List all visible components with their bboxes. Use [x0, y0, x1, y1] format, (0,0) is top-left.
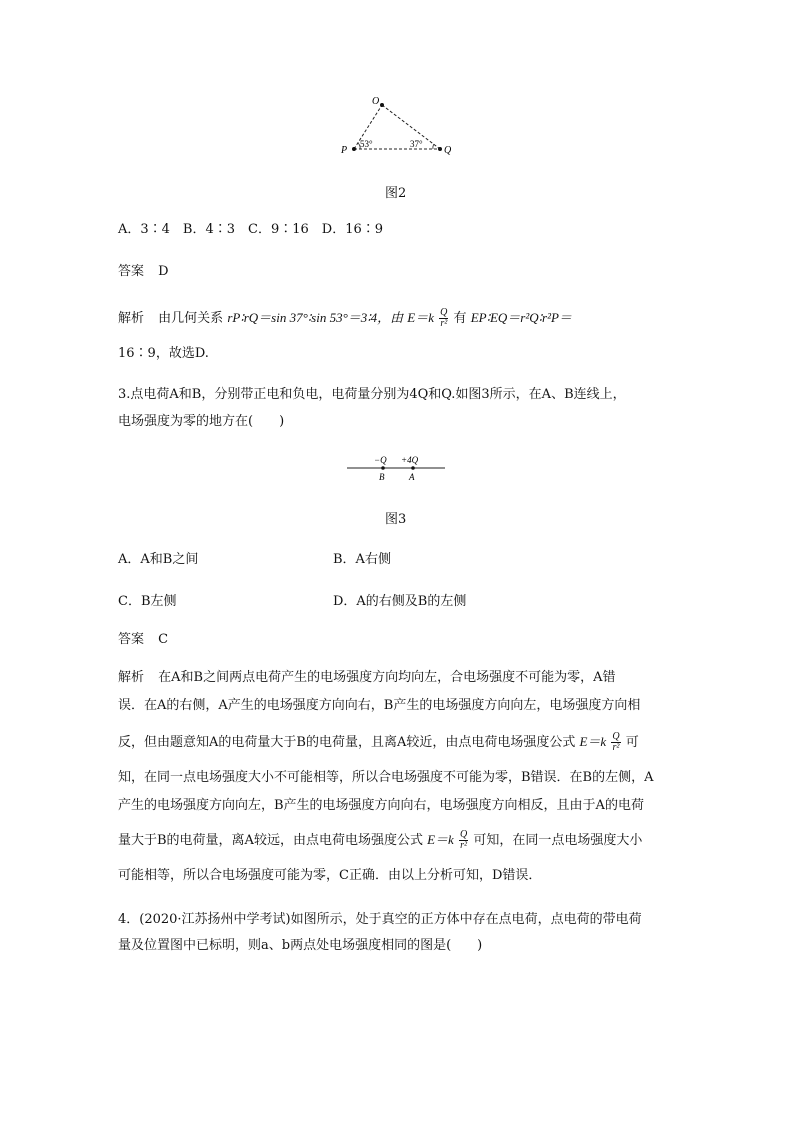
charge-minus-q-label: −Q: [374, 455, 387, 465]
label-p: P: [341, 145, 348, 156]
q3-stem-line-1: 3.点电荷A和B，分别带正电和负电，电荷量分别为4Q和Q.如图3所示，在A、B连线上，: [118, 387, 626, 402]
label-o: O: [372, 96, 380, 107]
fraction-q-over-r2: $\frac{Q}{\text{r²}}$: [440, 307, 448, 329]
q3-analysis-line-4: 知，在同一点电场强度大小不可能相等，所以合电场强度不可能为零，B错误．在B的左侧，A: [118, 770, 654, 785]
point-b-label: B: [379, 472, 385, 482]
q3-analysis-line-5: 产生的电场强度方向向左，B产生的电场强度方向向右，电场强度方向相反，且由于A的电荷: [118, 798, 644, 813]
figure-3-caption: 图3: [385, 512, 407, 527]
label-q: Q: [444, 145, 452, 156]
fraction-q-over-r2: $\frac{Q}{\text{r²}}$: [612, 731, 620, 753]
figure-3-charges-diagram: [345, 450, 450, 486]
answer-label: 答案: [118, 264, 145, 279]
charge-plus-4q-label: +4Q: [401, 455, 419, 465]
fraction-q-over-r2: $\frac{Q}{\text{r²}}$: [459, 829, 468, 851]
q2-analysis-line-1: [118, 308, 572, 329]
q3-option-c: C．B左侧: [118, 594, 177, 609]
analysis-text: 由几何关系: [158, 311, 224, 326]
analysis-label: 解析: [118, 670, 145, 685]
q4-stem-line-1: 4．(2020·江苏扬州中学考试)如图所示，处于真空的正方体中存在点电荷，点电荷的带电荷: [118, 912, 642, 927]
formula-e: E＝k: [407, 310, 435, 325]
formula-e: E＝k: [579, 734, 607, 749]
q3-analysis-line-2: 误．在A的右侧，A产生的电场强度方向向右，B产生的电场强度方向向左，电场强度方向相: [118, 698, 641, 713]
formula-e: E＝k: [427, 832, 454, 847]
answer-value: C: [158, 632, 169, 647]
angle-q-label: 37°: [410, 139, 423, 149]
field-ratio: EP∶EQ＝r²Q∶r²P＝: [470, 310, 572, 325]
radius-ratio: rP∶rQ＝sin 37°∶sin 53°＝3∶4，由: [227, 310, 404, 325]
figure-2-triangle-diagram: [330, 92, 470, 162]
q2-options: A．3∶4 B．4∶3 C．9∶16 D．16∶9: [118, 222, 384, 237]
q3-option-d: D．A的右侧及B的左侧: [333, 594, 467, 609]
q3-analysis-line-3: 反，但由题意知A的电荷量大于B的电荷量，且离A较近，由点电荷电场强度公式 E＝k $\frac{Q}{\text{r²}}$ 可: [118, 731, 639, 753]
q3-analysis-line-7: 可能相等，所以合电场强度可能为零，C正确．由以上分析可知，D错误．: [118, 868, 542, 883]
q2-analysis-line-2: 16∶9，故选D.: [118, 346, 209, 361]
q3-answer-line: [118, 630, 168, 650]
q3-option-b: B．A右侧: [333, 552, 391, 567]
q3-stem-line-2: 电场强度为零的地方在( ): [118, 414, 285, 429]
q2-answer-line: [118, 262, 169, 282]
answer-value: D: [158, 264, 169, 279]
q3-option-a: A．A和B之间: [118, 552, 199, 567]
q3-analysis-line-6: 量大于B的电荷量，离A较远，由点电荷电场强度公式 E＝k $\frac{Q}{\text{r²}}$ 可知，在同一点电场强度大小: [118, 829, 643, 851]
q3-analysis-line-1: 解析 在A和B之间两点电荷产生的电场强度方向均向左，合电场强度不可能为零，A错: [118, 670, 616, 685]
figure-2-caption: 图2: [385, 186, 407, 201]
point-a-label: A: [409, 472, 415, 482]
angle-p-label: 53°: [360, 139, 373, 149]
analysis-text: 有: [453, 311, 467, 326]
q4-stem-line-2: 量及位置图中已标明，则a、b两点处电场强度相同的图是( ): [118, 938, 483, 953]
answer-label: 答案: [118, 632, 145, 647]
analysis-label: 解析: [118, 311, 145, 326]
